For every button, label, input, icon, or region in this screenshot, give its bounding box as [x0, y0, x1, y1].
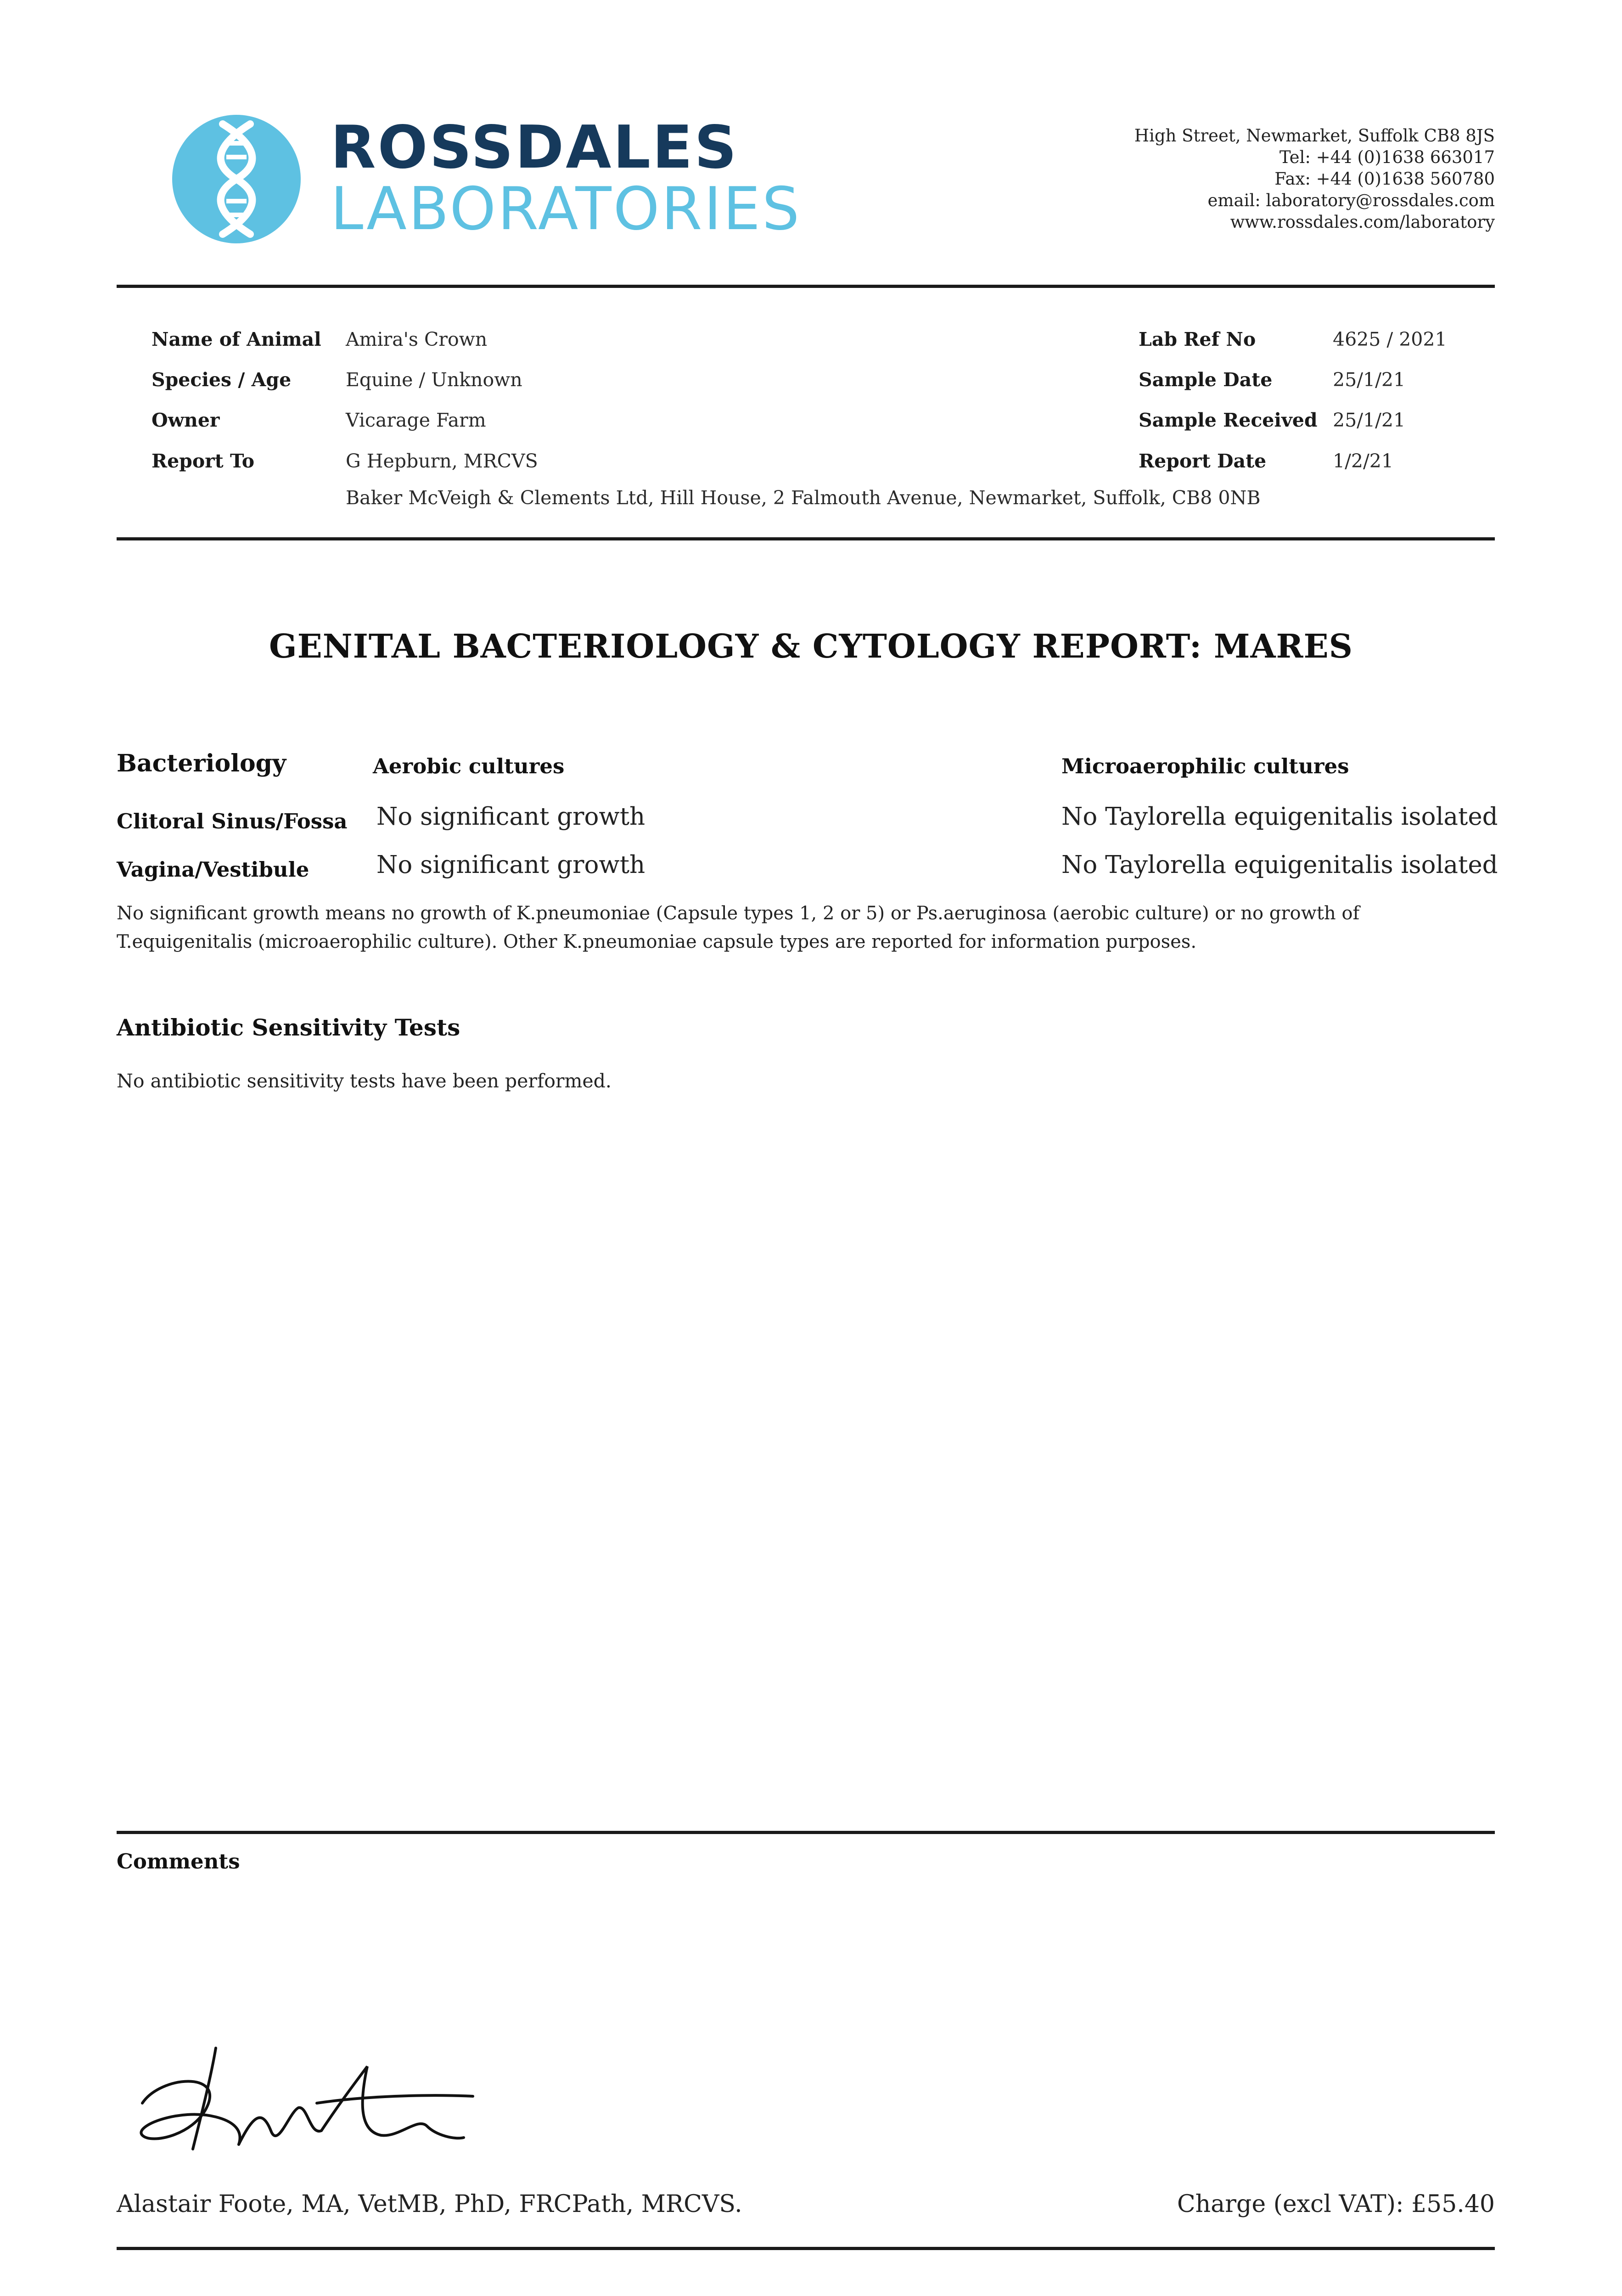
footer-divider [117, 2247, 1495, 2250]
report-title: GENITAL BACTERIOLOGY & CYTOLOGY REPORT: MARES [269, 627, 1353, 665]
brand-name-line1: ROSSDALES [331, 113, 739, 182]
lab-ref-value: 4625 / 2021 [1333, 328, 1447, 350]
antibiotic-text: No antibiotic sensitivity tests have been performed. [117, 1070, 612, 1092]
contact-block [1134, 125, 1495, 233]
fax: Fax: +44 (0)1638 560780 [1274, 169, 1495, 189]
rossdales-logo-icon [172, 115, 301, 243]
microaerophilic-cultures-heading: Microaerophilic cultures [1061, 754, 1349, 778]
signature-image [124, 2039, 482, 2163]
comments-heading: Comments [117, 1849, 240, 1874]
species-age-label: Species / Age [152, 369, 292, 391]
charge-amount: Charge (excl VAT): £55.40 [1177, 2190, 1495, 2218]
telephone: Tel: +44 (0)1638 663017 [1279, 147, 1495, 167]
report-to-value: G Hepburn, MRCVS [346, 450, 538, 472]
sample-received-value: 25/1/21 [1333, 409, 1406, 431]
report-date-label: Report Date [1139, 450, 1267, 472]
name-of-animal-label: Name of Animal [152, 328, 321, 350]
owner-value: Vicarage Farm [346, 409, 486, 431]
comments-divider [117, 1831, 1495, 1834]
name-of-animal-value: Amira's Crown [346, 328, 488, 350]
report-date-value: 1/2/21 [1333, 450, 1393, 472]
report-to-address: Baker McVeigh & Clements Ltd, Hill House, 2 Falmouth Avenue, Newmarket, Suffolk, CB8 0NB [346, 487, 1261, 509]
aerobic-cultures-heading: Aerobic cultures [373, 754, 565, 778]
info-divider [117, 537, 1495, 540]
lab-ref-label: Lab Ref No [1139, 328, 1256, 350]
bacteriology-note: No significant growth means no growth of K.pneumoniae (Capsule types 1, 2 or 5) or Ps.aeruginosa (aerobic culture) or no growth of T.equigenitalis (microaerophilic culture). Other K.pneumoniae capsule types are reported for information purposes. [117, 903, 1360, 952]
sample-received-label: Sample Received [1139, 409, 1318, 431]
email-link[interactable]: email: laboratory@rossdales.com [1207, 191, 1495, 210]
sample-date-value: 25/1/21 [1333, 369, 1406, 391]
owner-label: Owner [152, 409, 220, 431]
header-divider [117, 285, 1495, 288]
sample-date-label: Sample Date [1139, 369, 1273, 391]
species-age-value: Equine / Unknown [346, 369, 522, 391]
vagina-micro-result: No Taylorella equigenitalis isolated [1061, 851, 1498, 879]
antibiotic-heading: Antibiotic Sensitivity Tests [117, 1014, 460, 1041]
report-to-label: Report To [152, 450, 255, 472]
clitoral-sinus-label: Clitoral Sinus/Fossa [117, 809, 348, 833]
bacteriology-heading: Bacteriology [117, 749, 286, 777]
brand-name-line2: LABORATORIES [331, 175, 802, 243]
clitoral-micro-result: No Taylorella equigenitalis isolated [1061, 803, 1498, 831]
address: High Street, Newmarket, Suffolk CB8 8JS [1134, 126, 1495, 146]
clitoral-aerobic-result: No significant growth [376, 803, 645, 831]
website-link[interactable]: www.rossdales.com/laboratory [1230, 212, 1495, 232]
vagina-vestibule-label: Vagina/Vestibule [117, 857, 309, 882]
vagina-aerobic-result: No significant growth [376, 851, 645, 879]
signatory-name: Alastair Foote, MA, VetMB, PhD, FRCPath, MRCVS. [117, 2190, 742, 2218]
